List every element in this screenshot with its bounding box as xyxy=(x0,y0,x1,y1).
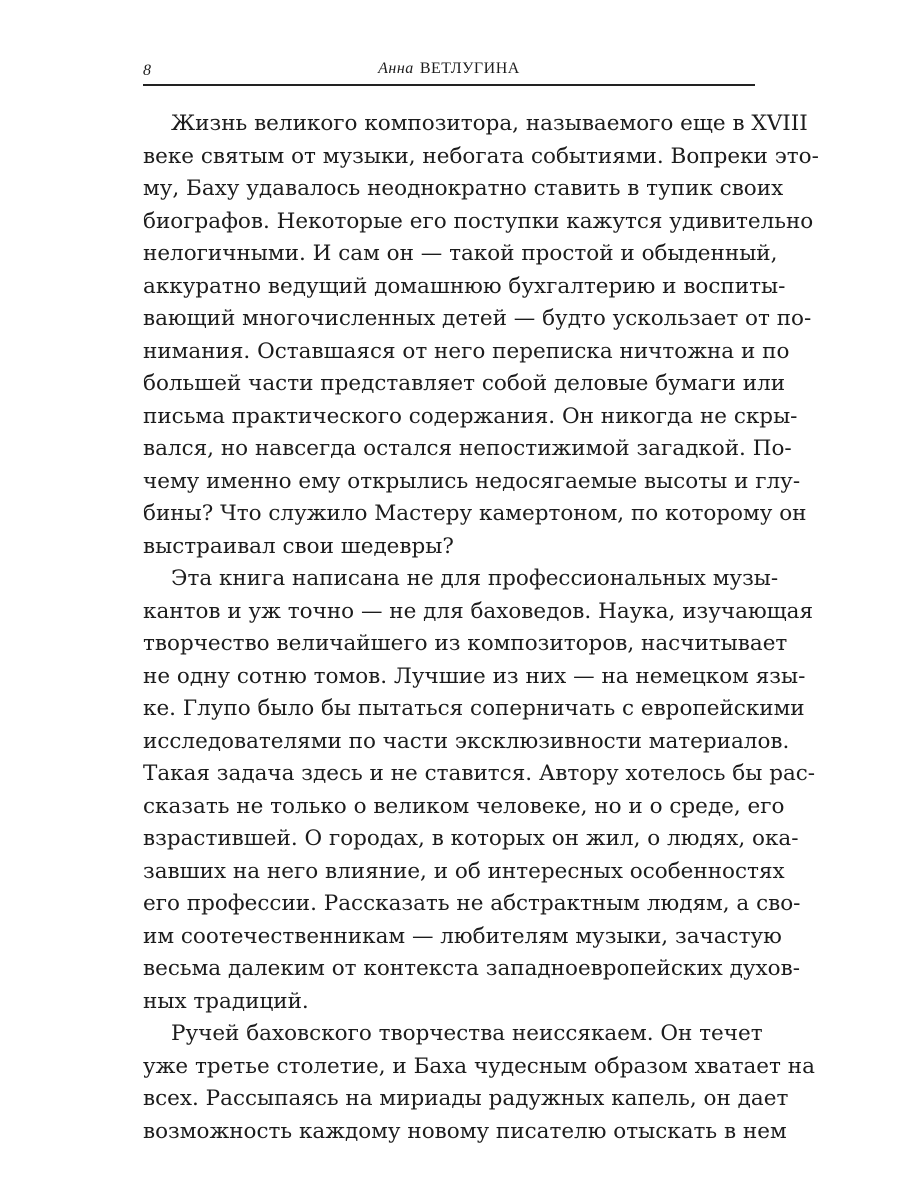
text-line: весьма далеким от контекста западноевропейских духов- xyxy=(143,956,800,981)
text-line: письма практического содержания. Он никогда не скры- xyxy=(143,403,798,429)
text-line: Ручей баховского творчества неиссякаем. Он течет xyxy=(171,1021,763,1046)
text-line: взрастившей. О городах, в которых он жил, о людях, ока- xyxy=(143,826,799,851)
body-text xyxy=(143,108,819,1148)
text-line: Такая задача здесь и не ставится. Автору хотелось бы рас- xyxy=(143,761,816,786)
text-line: вающий многочисленных детей — будто ускользает от по- xyxy=(143,306,812,331)
text-line: его профессии. Рассказать не абстрактным людям, а сво- xyxy=(143,891,801,916)
paragraph xyxy=(143,108,819,563)
text-line: всех. Рассыпаясь на мириады радужных капель, он дает xyxy=(143,1086,789,1111)
text-line: бины? Что служило Мастеру камертоном, по которому он xyxy=(143,501,807,526)
text-line: веке святым от музыки, небогата событиями. Вопреки это- xyxy=(143,143,819,169)
running-head xyxy=(143,60,755,78)
text-line: вался, но навсегда остался непостижимой загадкой. По- xyxy=(143,436,792,461)
page-header xyxy=(143,58,755,86)
text-line: чему именно ему открылись недосягаемые высоты и глу- xyxy=(143,468,801,494)
text-line: Эта книга написана не для профессиональных музы- xyxy=(171,566,779,591)
text-line: кантов и уж точно — не для баховедов. Наука, изучающая xyxy=(143,598,814,624)
text-line: возможность каждому новому писателю отыскать в нем xyxy=(143,1118,787,1144)
text-line: выстраивал свои шедевры? xyxy=(143,533,454,559)
text-line: им соотечественникам — любителям музыки, зачастую xyxy=(143,923,782,949)
paragraph xyxy=(143,563,816,1018)
text-line: не одну сотню томов. Лучшие из них — на немецком язы- xyxy=(143,663,806,689)
text-line: большей части представляет собой деловые бумаги или xyxy=(143,371,786,396)
text-line: нелогичными. И сам он — такой простой и обыденный, xyxy=(143,241,778,266)
text-line: творчество величайшего из композиторов, насчитывает xyxy=(143,631,788,656)
text-line: уже третье столетие, и Баха чудесным образом хватает на xyxy=(143,1053,815,1079)
text-line: завших на него влияние, и об интересных особенностях xyxy=(143,858,785,884)
author-first-name: Анна xyxy=(378,60,414,77)
text-line: аккуратно ведущий домашнюю бухгалтерию и воспиты- xyxy=(143,273,786,299)
text-line: Жизнь великого композитора, называемого еще в XVIII xyxy=(171,111,808,136)
page-number: 8 xyxy=(143,62,151,79)
paragraph xyxy=(143,1018,815,1148)
text-line: ке. Глупо было бы пытаться соперничать с европейскими xyxy=(143,696,805,721)
text-line: му, Баху удавалось неоднократно ставить в тупик своих xyxy=(143,176,784,201)
text-line: ных традиций. xyxy=(143,988,309,1014)
text-line: биографов. Некоторые его поступки кажутся удивительно xyxy=(143,208,814,234)
text-line: нимания. Оставшаяся от него переписка ничтожна и по xyxy=(143,338,790,364)
author-last-name: ВЕТЛУГИНА xyxy=(419,60,520,77)
text-line: исследователями по части эксклюзивности материалов. xyxy=(143,728,790,754)
text-line: сказать не только о великом человеке, но и о среде, его xyxy=(143,793,785,819)
